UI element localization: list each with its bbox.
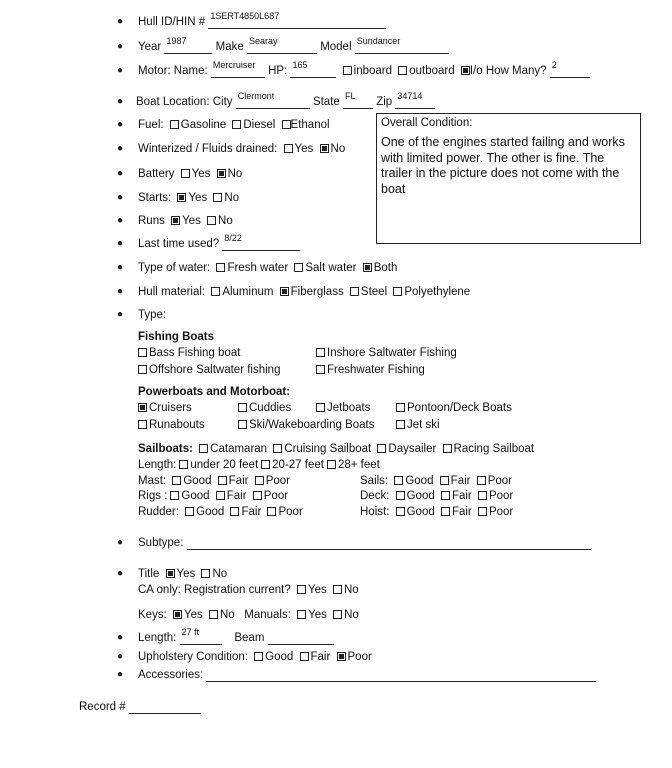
20-27-label: 20-27 feet <box>272 459 324 471</box>
winterized-no-checkbox[interactable] <box>320 144 329 153</box>
fair-label: Fair <box>451 506 472 518</box>
steel-checkbox[interactable] <box>350 287 359 296</box>
record-field[interactable] <box>129 700 201 714</box>
motor-name-field[interactable]: Mercruiser <box>211 64 265 78</box>
both-water-label: Both <box>373 262 398 274</box>
cruising-sailboat-label: Cruising Sailboat <box>284 443 372 455</box>
runs-row <box>138 214 233 228</box>
poor-label: Poor <box>488 506 514 518</box>
upholstery-row <box>138 650 372 664</box>
outboard-checkbox[interactable] <box>398 66 407 75</box>
diesel-checkbox[interactable] <box>232 120 241 129</box>
record-row <box>79 700 201 714</box>
runs-no-label: No <box>218 215 233 227</box>
runs-no-checkbox[interactable] <box>207 216 216 225</box>
subtype-field[interactable] <box>187 536 591 550</box>
bullet: ● <box>117 215 124 226</box>
year-label: Year <box>138 41 162 53</box>
power-opt-6 <box>235 418 375 432</box>
sails-label: Sails: <box>360 475 389 487</box>
registration-yes-label: Yes <box>307 584 327 596</box>
freshwater-fishing-label: Freshwater Fishing <box>327 364 425 376</box>
poor-label: Poor <box>263 490 289 502</box>
ski-wakeboarding-label: Ski/Wakeboarding Boats <box>249 419 375 431</box>
starts-no-label: No <box>224 192 240 204</box>
sail-length-row <box>138 458 380 472</box>
inshore-fishing-label: Inshore Saltwater Fishing <box>327 347 457 359</box>
year-field[interactable]: 1987 <box>164 40 212 54</box>
bullet: ● <box>117 96 124 107</box>
cruising-sailboat-checkbox[interactable] <box>273 444 282 453</box>
keys-yes-checkbox[interactable] <box>173 610 182 619</box>
offshore-fishing-checkbox[interactable] <box>138 365 147 374</box>
water-label: Type of water: <box>138 262 211 274</box>
good-label: Good <box>196 506 225 518</box>
inshore-fishing-checkbox[interactable] <box>316 348 325 357</box>
runs-label: Runs <box>138 215 165 227</box>
polyethylene-label: Polyethylene <box>404 286 471 298</box>
battery-no-label: No <box>227 168 243 180</box>
fair-label: Fair <box>226 490 247 502</box>
bullet: ● <box>117 65 124 76</box>
cruisers-label: Cruisers <box>149 402 192 414</box>
keys-label: Keys: <box>138 609 167 621</box>
beam-field[interactable] <box>268 631 334 645</box>
how-many-label: How Many? <box>485 65 547 77</box>
fishing-opt-2 <box>313 346 457 360</box>
length-label: Length: <box>138 632 177 644</box>
make-field[interactable]: Searay <box>247 40 317 54</box>
bullet: ● <box>117 192 124 203</box>
jetboats-label: Jetboats <box>327 402 371 414</box>
power-opt-7 <box>393 418 440 432</box>
keys-no-label: No <box>219 609 235 621</box>
hoist-label: Hoist: <box>360 506 390 518</box>
hull-label: Hull ID/HIN # <box>138 16 206 28</box>
keys-yes-label: Yes <box>183 609 203 621</box>
inboard-label: inboard <box>353 65 393 77</box>
motor-row <box>138 60 590 78</box>
fiberglass-checkbox[interactable] <box>280 287 289 296</box>
upholstery-fair-checkbox[interactable] <box>300 652 309 661</box>
fresh-water-label: Fresh water <box>227 262 289 274</box>
registration-row <box>138 583 359 597</box>
title-yes-checkbox[interactable] <box>166 569 175 578</box>
condition-title: Overall Condition: <box>381 117 473 129</box>
registration-no-label: No <box>343 584 359 596</box>
city-label: Boat Location: City <box>136 96 233 108</box>
hull-material-label: Hull material: <box>138 286 206 298</box>
good-label: Good <box>181 490 210 502</box>
accessories-row <box>138 668 596 682</box>
model-label: Model <box>320 41 352 53</box>
cuddies-label: Cuddies <box>249 402 292 414</box>
accessories-label: Accessories: <box>138 669 204 681</box>
polyethylene-checkbox[interactable] <box>393 287 402 296</box>
power-opt-1 <box>135 401 192 415</box>
fishing-opt-3 <box>135 363 280 377</box>
starts-row <box>138 191 239 205</box>
water-row <box>138 261 397 275</box>
bullet: ● <box>117 238 124 249</box>
aluminum-checkbox[interactable] <box>211 287 220 296</box>
bass-fishing-label: Bass Fishing boat <box>149 347 241 359</box>
rigs-label: Rigs : <box>138 490 168 502</box>
upholstery-good-checkbox[interactable] <box>254 652 263 661</box>
ethanol-label: Ethanol <box>290 119 330 131</box>
cuddies-checkbox[interactable] <box>238 403 247 412</box>
manuals-yes-checkbox[interactable] <box>297 610 306 619</box>
title-no-checkbox[interactable] <box>201 569 210 578</box>
state-label: State <box>312 96 340 108</box>
last-used-field[interactable]: 8/22 <box>222 237 300 251</box>
aluminum-label: Aluminum <box>222 286 274 298</box>
upholstery-fair-label: Fair <box>310 651 331 663</box>
how-many-field[interactable]: 2 <box>550 64 590 78</box>
daysailer-checkbox[interactable] <box>377 444 386 453</box>
bullet: ● <box>117 568 124 579</box>
diesel-label: Diesel <box>243 119 276 131</box>
motor-name-label: Motor: Name: <box>138 65 208 77</box>
bullet: ● <box>117 537 124 548</box>
battery-yes-checkbox[interactable] <box>181 169 190 178</box>
good-label: Good <box>183 475 212 487</box>
20-27-checkbox[interactable] <box>261 460 270 469</box>
starts-yes-checkbox[interactable] <box>177 193 186 202</box>
hp-label: HP: <box>268 65 288 77</box>
state-field[interactable]: FL <box>343 95 373 109</box>
deck-fair-checkbox[interactable] <box>441 491 450 500</box>
rigs-row <box>138 489 288 503</box>
pontoon-label: Pontoon/Deck Boats <box>407 402 512 414</box>
manuals-no-checkbox[interactable] <box>333 610 342 619</box>
ski-wakeboarding-checkbox[interactable] <box>238 420 247 429</box>
salt-water-label: Salt water <box>305 262 357 274</box>
bullet: ● <box>117 632 124 643</box>
manuals-no-label: No <box>344 609 359 621</box>
inboard-checkbox[interactable] <box>343 66 352 75</box>
bullet: ● <box>117 143 124 154</box>
upholstery-good-label: Good <box>265 651 294 663</box>
jet-ski-label: Jet ski <box>407 419 440 431</box>
overall-condition-box[interactable] <box>376 113 641 244</box>
title-no-label: No <box>212 568 228 580</box>
bullet: ● <box>117 669 124 680</box>
hoist-row <box>360 505 513 519</box>
fair-label: Fair <box>228 475 249 487</box>
hoist-good-checkbox[interactable] <box>396 507 405 516</box>
subtype-label: Subtype: <box>138 537 184 549</box>
rudder-good-checkbox[interactable] <box>185 507 194 516</box>
length-row <box>138 627 334 645</box>
hoist-poor-checkbox[interactable] <box>478 507 487 516</box>
good-label: Good <box>405 475 434 487</box>
upholstery-poor-checkbox[interactable] <box>337 652 346 661</box>
power-opt-2 <box>235 401 291 415</box>
bass-fishing-checkbox[interactable] <box>138 348 147 357</box>
hull-field[interactable]: 1SERT4850L687 <box>208 15 386 29</box>
title-yes-label: Yes <box>176 568 196 580</box>
sails-row <box>360 474 512 488</box>
upholstery-label: Upholstery Condition: <box>138 651 248 663</box>
beam-label: Beam <box>234 632 265 644</box>
under-20-label: under 20 feet <box>190 459 259 471</box>
power-header: Powerboats and Motorboat: <box>138 386 291 398</box>
pontoon-checkbox[interactable] <box>396 403 405 412</box>
sails-good-checkbox[interactable] <box>394 476 403 485</box>
bullet: ● <box>117 286 124 297</box>
both-water-checkbox[interactable] <box>363 263 372 272</box>
fair-label: Fair <box>450 475 471 487</box>
28-plus-checkbox[interactable] <box>327 460 336 469</box>
make-label: Make <box>215 41 244 53</box>
power-opt-5 <box>135 418 205 432</box>
winterized-label: Winterized / Fluids drained: <box>138 143 278 155</box>
catamaran-checkbox[interactable] <box>199 444 208 453</box>
runabouts-label: Runabouts <box>149 419 205 431</box>
deck-row <box>360 489 513 503</box>
winterized-row <box>138 142 345 156</box>
registration-label: CA only: Registration current? <box>138 584 291 596</box>
keys-row <box>138 608 359 622</box>
jet-ski-checkbox[interactable] <box>396 420 405 429</box>
starts-label: Starts: <box>138 192 172 204</box>
poor-label: Poor <box>265 475 290 487</box>
poor-label: Poor <box>487 475 512 487</box>
poor-label: Poor <box>278 506 303 518</box>
deck-good-checkbox[interactable] <box>396 491 405 500</box>
mast-row <box>138 474 290 488</box>
runs-yes-checkbox[interactable] <box>171 216 180 225</box>
under-20-checkbox[interactable] <box>179 460 188 469</box>
registration-yes-checkbox[interactable] <box>297 585 306 594</box>
rigs-fair-checkbox[interactable] <box>216 491 225 500</box>
location-row <box>136 91 435 109</box>
fishing-header: Fishing Boats <box>138 331 215 343</box>
registration-no-checkbox[interactable] <box>333 585 342 594</box>
zip-field[interactable]: 34714 <box>395 95 435 109</box>
outboard-label: outboard <box>409 65 455 77</box>
model-field[interactable]: Sundancer <box>355 40 449 54</box>
salt-water-checkbox[interactable] <box>294 263 303 272</box>
winterized-yes-label: Yes <box>294 143 314 155</box>
manuals-label: Manuals: <box>244 609 291 621</box>
last-used-label: Last time used? <box>138 238 220 250</box>
ethanol-checkbox[interactable] <box>282 120 291 129</box>
hp-field[interactable]: 165 <box>290 64 336 78</box>
bullet: ● <box>117 651 124 662</box>
hoist-fair-checkbox[interactable] <box>441 507 450 516</box>
upholstery-poor-label: Poor <box>347 651 372 663</box>
runs-yes-label: Yes <box>182 215 201 227</box>
bullet: ● <box>117 262 124 273</box>
battery-yes-label: Yes <box>191 168 211 180</box>
rudder-row <box>138 505 303 519</box>
good-label: Good <box>406 506 435 518</box>
rudder-label: Rudder: <box>138 506 179 518</box>
winterized-yes-checkbox[interactable] <box>284 144 293 153</box>
bullet: ● <box>117 16 124 27</box>
jetboats-checkbox[interactable] <box>316 403 325 412</box>
gasoline-label: Gasoline <box>180 119 227 131</box>
fair-label: Fair <box>241 506 262 518</box>
fiberglass-label: Fiberglass <box>290 286 344 298</box>
sails-fair-checkbox[interactable] <box>440 476 449 485</box>
type-label: Type: <box>138 309 167 321</box>
battery-row <box>138 167 242 181</box>
fair-label: Fair <box>451 490 472 502</box>
bullet: ● <box>117 119 124 130</box>
record-label: Record # <box>79 701 126 713</box>
daysailer-label: Daysailer <box>388 443 437 455</box>
starts-no-checkbox[interactable] <box>213 193 222 202</box>
racing-sailboat-label: Racing Sailboat <box>453 443 535 455</box>
sail-row <box>138 442 534 456</box>
rigs-poor-checkbox[interactable] <box>253 491 262 500</box>
last-used-row <box>138 233 300 251</box>
bullet: ● <box>117 309 124 320</box>
title-label: Title <box>138 568 160 580</box>
fresh-water-checkbox[interactable] <box>216 263 225 272</box>
battery-label: Battery <box>138 168 175 180</box>
steel-label: Steel <box>360 286 388 298</box>
hull-row <box>138 11 386 29</box>
rudder-poor-checkbox[interactable] <box>267 507 276 516</box>
battery-no-checkbox[interactable] <box>217 169 226 178</box>
deck-label: Deck: <box>360 490 390 502</box>
title-row <box>138 567 227 581</box>
starts-yes-label: Yes <box>188 192 208 204</box>
rudder-fair-checkbox[interactable] <box>230 507 239 516</box>
manuals-yes-label: Yes <box>308 609 327 621</box>
bullet: ● <box>117 41 124 52</box>
sail-length-label: Length: <box>138 459 177 471</box>
condition-text: One of the engines started failing and works with limited power. The other is fine. The trailer in the picture does not come with the boat <box>381 135 625 196</box>
fuel-row <box>138 118 330 132</box>
keys-no-checkbox[interactable] <box>209 610 218 619</box>
sail-header: Sailboats: <box>138 443 193 455</box>
freshwater-fishing-checkbox[interactable] <box>316 365 325 374</box>
zip-label: Zip <box>376 96 393 108</box>
fuel-label: Fuel: <box>138 119 164 131</box>
mast-good-checkbox[interactable] <box>172 476 181 485</box>
mast-label: Mast: <box>138 475 167 487</box>
good-label: Good <box>406 490 435 502</box>
racing-sailboat-checkbox[interactable] <box>443 444 452 453</box>
hull-material-row <box>138 285 470 299</box>
28-plus-label: 28+ feet <box>337 459 380 471</box>
length-field[interactable]: 27 ft <box>180 631 222 645</box>
year-row <box>138 36 449 54</box>
fishing-opt-1 <box>135 346 240 360</box>
deck-poor-checkbox[interactable] <box>478 491 487 500</box>
io-label: I/o <box>469 65 483 77</box>
bullet: ● <box>117 168 124 179</box>
cruisers-checkbox[interactable] <box>138 403 147 412</box>
power-opt-4 <box>393 401 512 415</box>
gasoline-checkbox[interactable] <box>170 120 179 129</box>
io-checkbox[interactable] <box>461 66 470 75</box>
mast-fair-checkbox[interactable] <box>218 476 227 485</box>
poor-label: Poor <box>488 490 514 502</box>
power-opt-3 <box>313 401 370 415</box>
catamaran-label: Catamaran <box>210 443 268 455</box>
accessories-field[interactable] <box>206 668 596 682</box>
subtype-row <box>138 536 591 550</box>
city-field[interactable]: Clermont <box>236 95 310 109</box>
offshore-fishing-label: Offshore Saltwater fishing <box>149 364 281 376</box>
fishing-opt-4 <box>313 363 425 377</box>
runabouts-checkbox[interactable] <box>138 420 147 429</box>
winterized-no-label: No <box>330 143 346 155</box>
rigs-good-checkbox[interactable] <box>170 491 179 500</box>
sails-poor-checkbox[interactable] <box>477 476 486 485</box>
mast-poor-checkbox[interactable] <box>255 476 264 485</box>
